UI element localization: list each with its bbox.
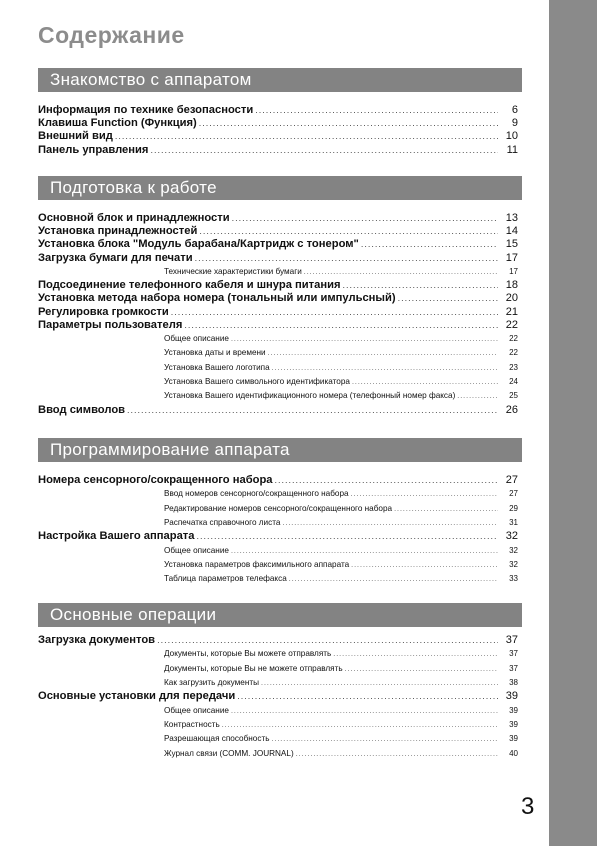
toc-entry	[38, 212, 518, 225]
toc-entry-title: Установка Вашего символьного идентификатора	[164, 377, 350, 387]
toc-subentry	[38, 704, 518, 718]
toc-page-number: 22	[509, 348, 518, 358]
toc-page-number: 39	[509, 705, 518, 715]
dot-leader	[394, 503, 498, 517]
dot-leader	[150, 144, 498, 157]
toc-entry-title: Общее описание	[164, 333, 229, 343]
toc-entry	[38, 306, 518, 319]
toc-section-3	[38, 634, 518, 761]
toc-entry-title: Настройка Вашего аппарата	[38, 530, 195, 543]
toc-page-number: 33	[509, 574, 518, 584]
page-title: Содержание	[38, 22, 185, 48]
toc-subentry	[38, 676, 518, 690]
toc-entry	[38, 690, 518, 703]
dot-leader	[352, 376, 498, 390]
toc-subentry	[38, 747, 518, 761]
dot-leader	[231, 333, 498, 347]
dot-leader	[255, 104, 498, 117]
toc-subentry	[38, 332, 518, 346]
toc-page-number: 26	[505, 403, 518, 416]
dot-leader	[272, 362, 498, 376]
toc-entry-title: Документы, которые Вы можете отправлять	[164, 649, 332, 659]
section-header-0: Знакомство с аппаратом	[38, 68, 522, 92]
toc-entry	[38, 238, 518, 251]
dot-leader	[333, 648, 498, 662]
dot-leader	[275, 474, 498, 487]
toc-entry	[38, 104, 518, 117]
toc-entry-title: Документы, которые Вы не можете отправлять	[164, 663, 343, 673]
toc-page-number: 23	[509, 362, 518, 372]
toc-entry-title: Основной блок и принадлежности	[38, 212, 230, 224]
toc-entry-title: Как загрузить документы	[164, 677, 259, 687]
toc-page-number: 10	[505, 130, 518, 143]
toc-entry-title: Номера сенсорного/сокращенного набора	[38, 474, 273, 486]
toc-entry	[38, 634, 518, 647]
toc-page-number: 18	[505, 279, 518, 292]
toc-entry-title: Редактирование номеров сенсорного/сокращенного набора	[164, 503, 393, 513]
toc-entry	[38, 530, 518, 543]
toc-entry	[38, 292, 518, 305]
section-header-3: Основные операции	[38, 603, 522, 627]
dot-leader	[115, 130, 498, 143]
toc-entry	[38, 117, 518, 130]
toc-entry-title: Установка Вашего идентификационного номера (телефонный номер факса)	[164, 391, 456, 401]
toc-page-number: 22	[509, 333, 518, 343]
toc-page-number: 15	[505, 238, 518, 251]
dot-leader	[351, 488, 498, 502]
toc-entry-title: Загрузка документов	[38, 634, 156, 646]
dot-leader	[296, 748, 498, 762]
toc-section-1	[38, 212, 518, 417]
toc-page-number: 22	[505, 318, 518, 331]
toc-page-number: 29	[509, 503, 518, 513]
toc-entry	[38, 279, 518, 292]
toc-page-number: 39	[505, 690, 518, 703]
toc-page-number: 11	[506, 143, 518, 156]
toc-page-number: 25	[509, 391, 518, 401]
dot-leader	[398, 292, 498, 305]
toc-page-number: 27	[509, 489, 518, 499]
toc-page-number: 6	[511, 104, 518, 116]
toc-page-number: 40	[509, 748, 518, 758]
toc-subentry	[38, 265, 518, 279]
toc-entry-title: Таблица параметров телефакса	[164, 574, 287, 584]
toc-entry	[38, 404, 518, 417]
toc-subentry	[38, 361, 518, 375]
toc-entry-title: Общее описание	[164, 545, 229, 555]
toc-page-number: 17	[505, 251, 518, 264]
toc-entry-title: Контрастность	[164, 719, 220, 729]
dot-leader	[361, 238, 498, 251]
toc-subentry	[38, 346, 518, 360]
dot-leader	[345, 663, 498, 677]
toc-entry-title: Разрешающая способность	[164, 734, 270, 744]
toc-subentry	[38, 487, 518, 501]
toc-entry-title: Установка Вашего логотипа	[164, 362, 270, 372]
toc-page-number: 13	[505, 212, 518, 224]
dot-leader	[231, 545, 498, 559]
dot-leader	[282, 517, 498, 531]
toc-entry-title: Распечатка справочного листа	[164, 517, 281, 527]
toc-subentry	[38, 732, 518, 746]
toc-page-number: 27	[505, 474, 518, 486]
dot-leader	[197, 530, 499, 543]
toc-entry-title: Параметры пользователя	[38, 318, 183, 331]
toc-entry-title: Ввод символов	[38, 403, 126, 416]
dot-leader	[343, 279, 498, 292]
toc-subentry	[38, 662, 518, 676]
toc-page-number: 37	[509, 663, 518, 673]
toc-subentry	[38, 375, 518, 389]
toc-entry-title: Подсоединение телефонного кабеля и шнура питания	[38, 279, 341, 292]
toc-page-number: 21	[505, 305, 518, 318]
dot-leader	[199, 117, 498, 130]
side-tab-strip	[549, 0, 597, 846]
toc-entry-title: Ввод номеров сенсорного/сокращенного набора	[164, 489, 349, 499]
toc-page-number: 37	[509, 649, 518, 659]
dot-leader	[222, 719, 498, 733]
toc-entry	[38, 225, 518, 238]
dot-leader	[184, 319, 498, 332]
toc-subentry	[38, 502, 518, 516]
toc-page-number: 32	[505, 530, 518, 543]
dot-leader	[271, 733, 498, 747]
dot-leader	[127, 404, 498, 417]
toc-page-number: 31	[509, 517, 518, 527]
toc-page-number: 20	[505, 292, 518, 305]
toc-subentry	[38, 544, 518, 558]
dot-leader	[171, 306, 498, 319]
toc-section-2	[38, 474, 518, 587]
toc-subentry	[38, 718, 518, 732]
toc-entry-title: Основные установки для передачи	[38, 690, 236, 703]
toc-entry-title: Регулировка громкости	[38, 305, 169, 318]
dot-leader	[231, 705, 498, 719]
dot-leader	[199, 225, 498, 238]
toc-page-number: 32	[509, 559, 518, 569]
dot-leader	[157, 634, 498, 647]
toc-page-number: 17	[509, 266, 518, 276]
toc-entry-title: Установка метода набора номера (тональный или импульсный)	[38, 292, 396, 305]
toc-page-number: 37	[505, 634, 518, 646]
toc-page-number: 32	[509, 545, 518, 555]
dot-leader	[289, 573, 498, 587]
toc-entry-title: Общее описание	[164, 705, 229, 715]
toc-subentry	[38, 572, 518, 586]
toc-page-number: 14	[505, 225, 518, 238]
section-header-1: Подготовка к работе	[38, 176, 522, 200]
toc-entry-title: Внешний вид	[38, 130, 113, 143]
toc-entry-title: Установка принадлежностей	[38, 225, 198, 238]
toc-subentry	[38, 558, 518, 572]
toc-section-0	[38, 104, 518, 157]
toc-page-number: 39	[509, 734, 518, 744]
toc-entry	[38, 319, 518, 332]
toc-entry-title: Журнал связи (COMM. JOURNAL)	[164, 748, 294, 758]
toc-page-number: 9	[511, 117, 518, 130]
toc-entry-title: Клавиша Function (Функция)	[38, 117, 197, 130]
toc-subentry	[38, 647, 518, 661]
dot-leader	[457, 390, 498, 404]
toc-page-number: 39	[509, 719, 518, 729]
toc-entry-title: Загрузка бумаги для печати	[38, 251, 193, 264]
toc-entry-title: Информация по технике безопасности	[38, 104, 254, 116]
toc-entry	[38, 130, 518, 143]
toc-page-number: 24	[509, 377, 518, 387]
dot-leader	[351, 559, 498, 573]
toc-entry-title: Установка блока "Модуль барабана/Картридж с тонером"	[38, 238, 359, 251]
toc-subentry	[38, 516, 518, 530]
page-number: 3	[521, 793, 535, 820]
toc-entry	[38, 144, 518, 157]
toc-entry-title: Установка даты и времени	[164, 348, 266, 358]
dot-leader	[268, 347, 498, 361]
dot-leader	[261, 677, 498, 691]
toc-page-number: 38	[509, 677, 518, 687]
toc-entry	[38, 474, 518, 487]
dot-leader	[237, 690, 498, 703]
section-header-2: Программирование аппарата	[38, 438, 522, 462]
dot-leader	[304, 266, 498, 280]
toc-entry-title: Установка параметров факсимильного аппарата	[164, 559, 350, 569]
dot-leader	[195, 252, 498, 265]
dot-leader	[232, 212, 498, 225]
toc-subentry	[38, 389, 518, 403]
toc-entry	[38, 252, 518, 265]
toc-entry-title: Технические характеристики бумаги	[164, 266, 302, 276]
toc-entry-title: Панель управления	[38, 143, 149, 156]
